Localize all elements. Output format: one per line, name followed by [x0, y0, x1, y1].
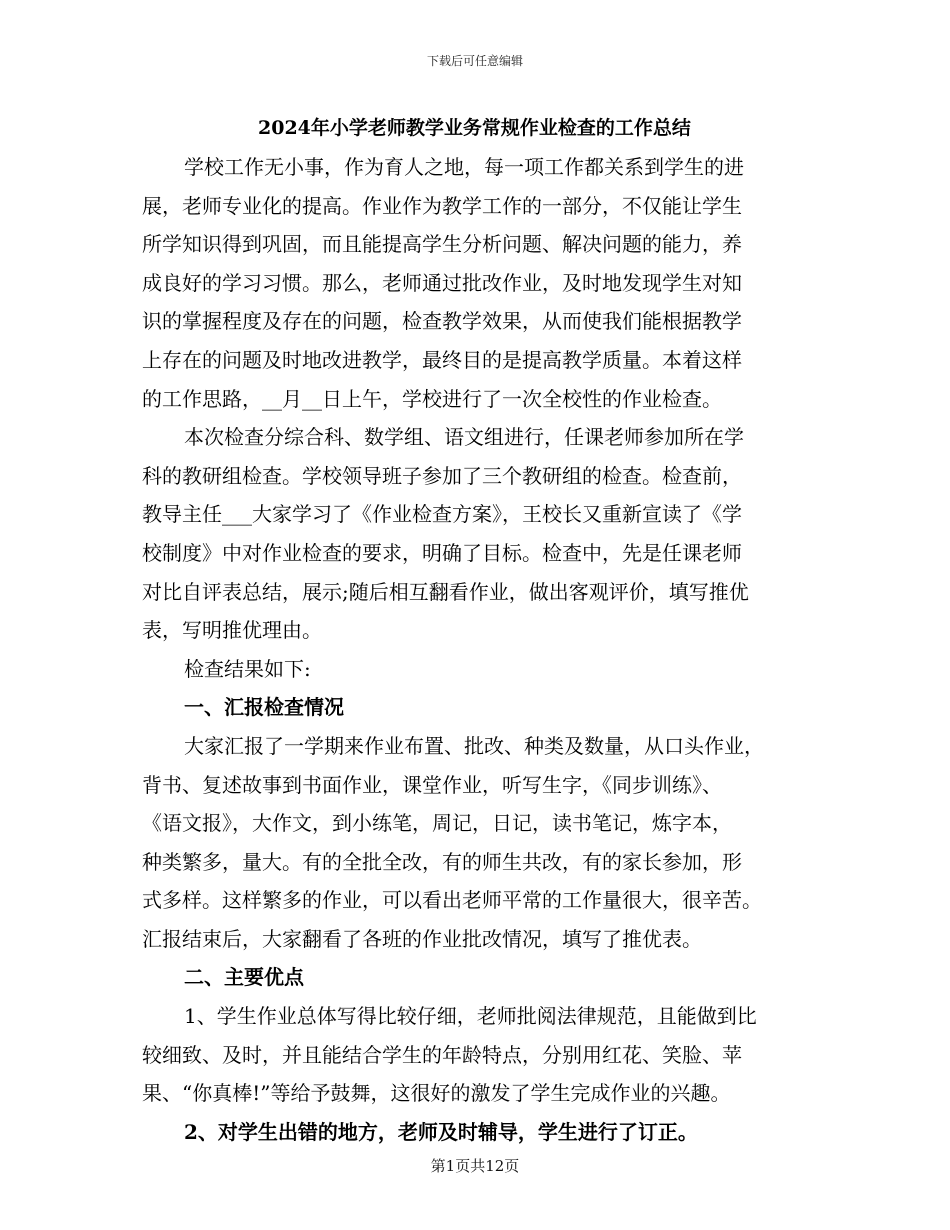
- paragraph-line: 1、学生作业总体写得比较仔细，老师批阅法律规范，且能做到比: [184, 1004, 757, 1029]
- paragraph-intro: [142, 148, 810, 418]
- paragraph-line: 大家汇报了一学期来作业布置、批改、种类及数量，从口头作业，: [184, 733, 764, 758]
- paragraph-line: 检查结果如下:: [184, 656, 311, 681]
- paragraph-line: 成良好的学习习惯。那么，老师通过批改作业，及时地发现学生对知: [142, 270, 742, 295]
- paragraph-line: 校制度》中对作业检查的要求，明确了目标。检查中，先是任课老师: [142, 540, 742, 565]
- paragraph-line: 教导主任___大家学习了《作业检查方案》，王校长又重新宣读了《学: [142, 502, 742, 527]
- paragraph-line: 的工作思路，__月__日上午，学校进行了一次全校性的作业检查。: [142, 386, 722, 411]
- paragraph-strength-2: [142, 1113, 810, 1152]
- section-heading-report: [142, 688, 810, 727]
- section-heading: 一、汇报检查情况: [184, 695, 344, 720]
- paragraph-line: 果、“你真棒!”等给予鼓舞，这很好的激发了学生完成作业的兴趣。: [142, 1081, 731, 1106]
- section-heading-strengths: [142, 958, 810, 997]
- document-body: [142, 108, 810, 1151]
- paragraph-line: 所学知识得到巩固，而且能提高学生分析问题、解决问题的能力，养: [142, 232, 742, 257]
- paragraph-strength-1: [142, 997, 810, 1113]
- paragraph-line: 表，写明推优理由。: [142, 618, 322, 643]
- page-footer: 第1页共12页: [430, 1157, 520, 1175]
- paragraph-line: 式多样。这样繁多的作业，可以看出老师平常的工作量很大，很辛苦。: [142, 888, 762, 913]
- paragraph-line: 识的掌握程度及存在的问题，检查教学效果，从而使我们能根据教学: [142, 309, 742, 334]
- document-title: 2024年小学老师教学业务常规作业检查的工作总结: [258, 117, 691, 139]
- paragraph-line: 对比自评表总结，展示;随后相互翻看作业，做出客观评价，填写推优: [142, 579, 749, 604]
- paragraph-line: 2、对学生出错的地方，老师及时辅导，学生进行了订正。: [184, 1119, 698, 1144]
- paragraph-line: 科的教研组检查。学校领导班子参加了三个教研组的检查。检查前，: [142, 463, 742, 488]
- section-heading: 二、主要优点: [184, 965, 304, 990]
- paragraph-line: 学校工作无小事，作为育人之地，每一项工作都关系到学生的进: [184, 155, 744, 179]
- paragraph-report: [142, 727, 810, 959]
- paragraph-line: 背书、复述故事到书面作业，课堂作业，听写生字，《同步训练》、: [142, 772, 722, 797]
- paragraph-line: 较细致、及时，并且能结合学生的年龄特点，分别用红花、笑脸、苹: [142, 1042, 742, 1067]
- paragraph-line: 本次检查分综合科、数学组、语文组进行，任课老师参加所在学: [184, 425, 744, 450]
- header-note: 下载后可任意编辑: [426, 54, 523, 68]
- paragraph-results-intro: [142, 650, 810, 689]
- paragraph-line: 《语文报》，大作文，到小练笔，周记，日记，读书笔记，炼字本，: [142, 811, 732, 836]
- paragraph-procedure: [142, 418, 810, 650]
- paragraph-line: 种类繁多，量大。有的全批全改，有的师生共改，有的家长参加，形: [142, 849, 742, 874]
- paragraph-line: 展，老师专业化的提高。作业作为教学工作的一部分，不仅能让学生: [142, 193, 742, 218]
- paragraph-line: 汇报结束后，大家翻看了各班的作业批改情况，填写了推优表。: [142, 926, 702, 951]
- paragraph-line: 上存在的问题及时地改进教学，最终目的是提高教学质量。本着这样: [142, 347, 742, 372]
